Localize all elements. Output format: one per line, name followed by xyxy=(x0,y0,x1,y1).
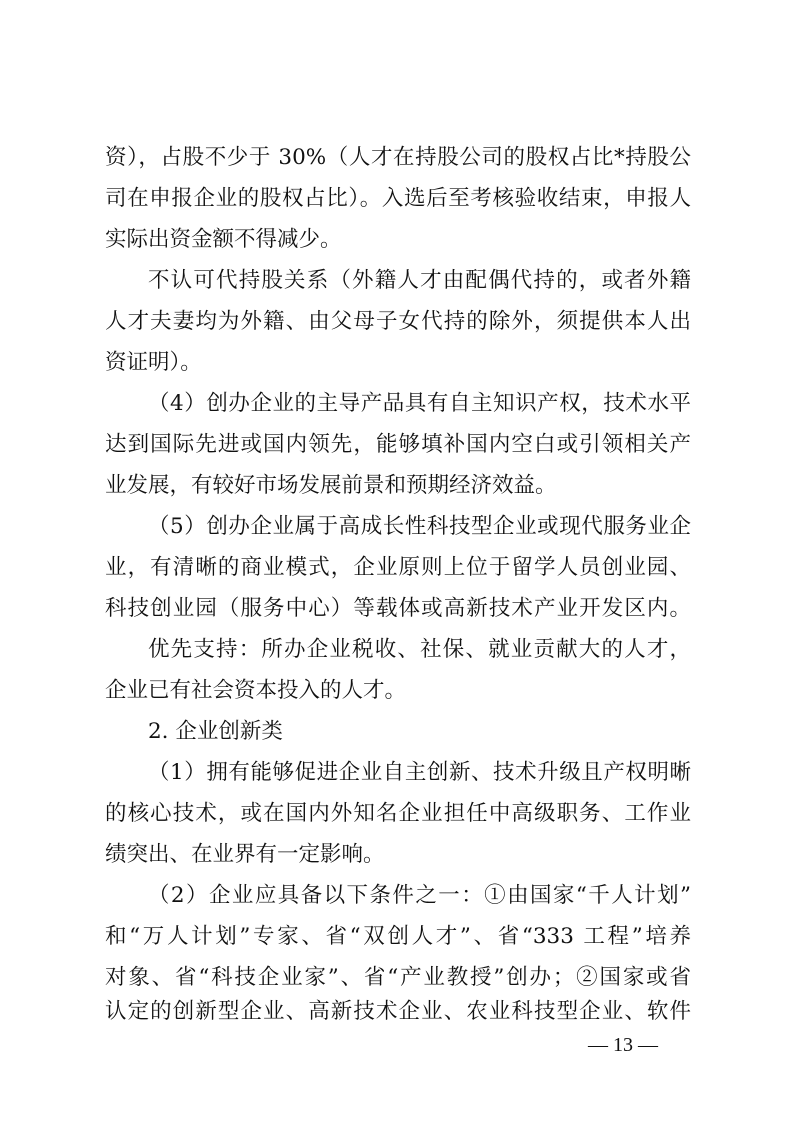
text-line: 业发展，有较好市场发展前景和预期经济效益。 xyxy=(105,473,557,498)
text-line: （5）创办企业属于高成长性科技型企业或现代服务业企 xyxy=(148,514,691,539)
text-line: 对象、省“科技企业家”、省“产业教授”创办；②国家或省 xyxy=(105,965,691,990)
text-line: 不认可代持股关系（外籍人才由配偶代持的，或者外籍 xyxy=(148,268,691,293)
text-line: 资），占股不少于 30%（人才在持股公司的股权占比*持股公 xyxy=(105,145,691,170)
text-line: （1）拥有能够促进企业自主创新、技术升级且产权明晰 xyxy=(148,760,691,785)
text-line: （2）企业应具备以下条件之一：①由国家“千人计划” xyxy=(148,883,691,908)
text-line: 企业已有社会资本投入的人才。 xyxy=(105,678,407,703)
text-line: 人才夫妻均为外籍、由父母子女代持的除外，须提供本人出 xyxy=(105,309,691,334)
text-line: 资证明）。 xyxy=(105,350,202,375)
text-line: 业，有清晰的商业模式，企业原则上位于留学人员创业园、 xyxy=(105,555,691,580)
text-line: 达到国际先进或国内领先，能够填补国内空白或引领相关产 xyxy=(105,432,691,457)
text-line: 的核心技术，或在国内外知名企业担任中高级职务、工作业 xyxy=(105,801,691,826)
text-line: 优先支持：所办企业税收、社保、就业贡献大的人才， xyxy=(148,637,691,662)
text-line: 司在申报企业的股权占比）。入选后至考核验收结束，申报人 xyxy=(105,186,691,211)
section-heading: 2. 企业创新类 xyxy=(148,719,283,744)
page-number: — 13 — xyxy=(588,1034,658,1056)
text-line: （4）创办企业的主导产品具有自主知识产权，技术水平 xyxy=(148,391,691,416)
text-line: 科技创业园（服务中心）等载体或高新技术产业开发区内。 xyxy=(105,596,691,621)
text-line: 绩突出、在业界有一定影响。 xyxy=(105,842,385,867)
text-line: 和“万人计划”专家、省“双创人才”、省“333 工程”培养 xyxy=(105,924,691,949)
text-line: 实际出资金额不得减少。 xyxy=(105,227,342,252)
text-line: 认定的创新型企业、高新技术企业、农业科技型企业、软件 xyxy=(105,999,691,1024)
